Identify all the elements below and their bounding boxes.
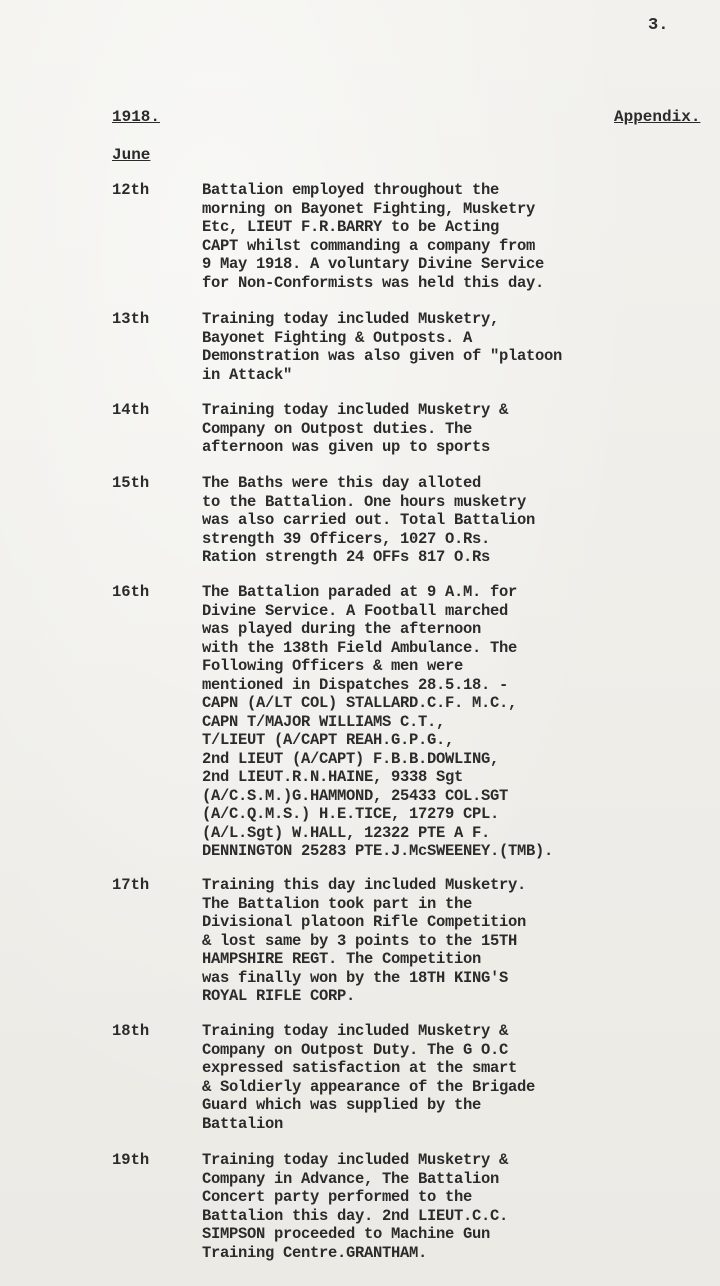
entry-text: Training today included Musketry & Company in Advance, The Battalion Concert party performed to the Battalion this day. 2nd LIEUT.C.C. SIMPSON proceeded to Machine Gun Training Centre.GRANTHAM.: [202, 1151, 509, 1262]
entry-date: 18th: [112, 1022, 150, 1040]
entry-text: Training today included Musketry & Company on Outpost Duty. The G O.C expressed satisfaction at the smart & Soldierly appearance of the Brigade Guard which was supplied by the Battalion: [202, 1022, 536, 1133]
entry-text: The Battalion paraded at 9 A.M. for Divine Service. A Football marched was played during the afternoon with the 138th Field Ambulance. The Following Officers & men were mentioned in Dispatches 28.5.18. - CAPN (A/LT COL) STALLARD.C.F. M.C., CAPN T/MAJOR WILLIAMS C.T., T/LIEUT (A/CAPT REAH.G.P.G., 2nd LIEUT (A/CAPT) F.B.B.DOWLING, 2nd LIEUT.R.N.HAINE, 9338 Sgt (A/C.S.M.)G.HAMMOND, 25433 COL.SGT (A/C.Q.M.S.) H.E.TICE, 17279 CPL. (A/L.Sgt) W.HALL, 12322 PTE A F. DENNINGTON 25283 PTE.J.McSWEENEY.(TMB).: [202, 583, 554, 860]
entry-date: 14th: [112, 401, 150, 419]
page-number: 3.: [648, 16, 669, 35]
month-heading: June: [112, 146, 151, 164]
entry-date: 17th: [112, 876, 150, 894]
entry-text: The Baths were this day alloted to the Battalion. One hours musketry was also carried out. Total Battalion strength 39 Officers, 1027 O.Rs. Ration strength 24 OFFs 817 O.Rs: [202, 474, 536, 566]
entry-date: 12th: [112, 181, 150, 199]
entry-date: 16th: [112, 583, 150, 601]
entry-text: Training today included Musketry & Company on Outpost duties. The afternoon was given up to sports: [202, 401, 509, 456]
entry-text: Training this day included Musketry. The Battalion took part in the Divisional platoon Rifle Competition & lost same by 3 points to the 15TH HAMPSHIRE REGT. The Competition was finally won by the 18TH KING'S ROYAL RIFLE CORP.: [202, 876, 527, 1005]
entry-text: Training today included Musketry, Bayonet Fighting & Outposts. A Demonstration was also given of "platoon in Attack": [202, 310, 563, 384]
entry-date: 19th: [112, 1151, 150, 1169]
year-heading: 1918.: [112, 108, 161, 126]
entry-text: Battalion employed throughout the morning on Bayonet Fighting, Musketry Etc, LIEUT F.R.BARRY to be Acting CAPT whilst commanding a company from 9 May 1918. A voluntary Divine Service for Non-Conformists was held this day.: [202, 181, 545, 292]
entry-date: 13th: [112, 310, 150, 328]
entry-date: 15th: [112, 474, 150, 492]
appendix-heading: Appendix.: [614, 108, 701, 126]
